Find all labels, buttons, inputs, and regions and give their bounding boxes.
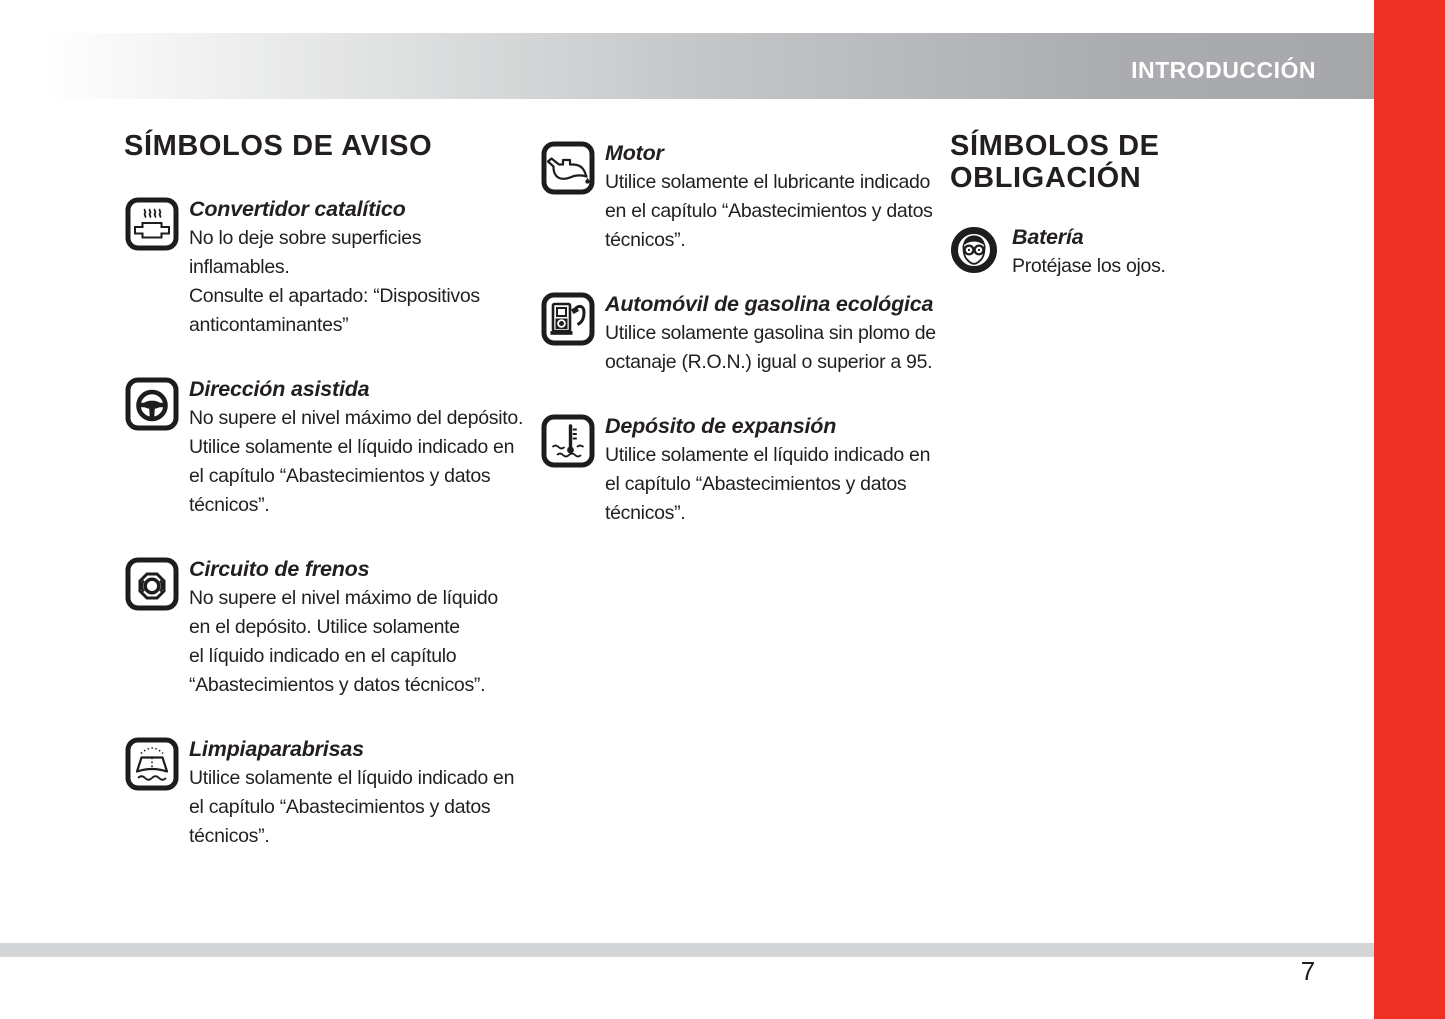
symbol-item-steering xyxy=(124,376,526,520)
symbol-text-line: el capítulo “Abastecimientos y datos xyxy=(189,796,491,818)
symbol-text-line: en el capítulo “Abastecimientos y datos xyxy=(605,200,933,222)
footer-band xyxy=(0,943,1374,957)
symbol-text-line: Protéjase los ojos. xyxy=(1012,255,1166,277)
symbol-text-line: Utilice solamente el líquido indicado en xyxy=(605,444,931,466)
expansion-tank-icon xyxy=(540,413,596,469)
symbol-text-block xyxy=(605,140,942,255)
engine-oil-icon xyxy=(540,140,596,196)
symbol-item-battery xyxy=(950,224,1320,281)
catalytic-converter-icon xyxy=(124,196,180,252)
heading-line-2: OBLIGACIÓN xyxy=(950,162,1142,194)
windscreen-washer-icon xyxy=(124,736,180,792)
symbol-text-line: anticontaminantes” xyxy=(189,314,349,336)
symbol-item-brakes xyxy=(124,556,526,700)
symbol-title: Circuito de frenos xyxy=(189,557,370,581)
symbol-text-block xyxy=(605,413,942,528)
symbol-title: Depósito de expansión xyxy=(605,414,837,438)
symbol-item-engine-oil xyxy=(540,140,942,255)
symbol-text-line: el capítulo “Abastecimientos y datos xyxy=(189,465,491,487)
symbol-item-fuel xyxy=(540,291,942,377)
fuel-pump-icon xyxy=(540,291,596,347)
symbol-text-line: Utilice solamente gasolina sin plomo de xyxy=(605,322,936,344)
symbol-text-block xyxy=(1012,224,1320,281)
symbol-title: Limpiaparabrisas xyxy=(189,737,364,761)
steering-wheel-icon xyxy=(124,376,180,432)
obligation-symbols-section xyxy=(950,130,1320,317)
symbol-text-line: No supere el nivel máximo de líquido xyxy=(189,587,498,609)
page-number: 7 xyxy=(1300,956,1316,986)
symbol-text-block xyxy=(189,196,526,340)
symbol-item-catalytic xyxy=(124,196,526,340)
symbol-text-line: octanaje (R.O.N.) igual o superior a 95. xyxy=(605,351,933,373)
symbol-item-expansion-tank xyxy=(540,413,942,528)
symbol-title: Convertidor catalítico xyxy=(189,197,406,221)
symbol-title: Motor xyxy=(605,141,664,165)
symbol-text-line: “Abastecimientos y datos técnicos”. xyxy=(189,674,486,696)
warning-symbols-section xyxy=(124,130,526,887)
symbol-text-line: Utilice solamente el líquido indicado en xyxy=(189,767,515,789)
symbol-text-block xyxy=(605,291,942,377)
symbol-text-block xyxy=(189,736,526,851)
symbol-text-line: No supere el nivel máximo del depósito. xyxy=(189,407,524,429)
warning-symbols-section-2 xyxy=(540,140,942,564)
symbol-text-block xyxy=(189,556,526,700)
heading-line-1: SÍMBOLOS DE xyxy=(950,130,1160,162)
symbol-item-washer xyxy=(124,736,526,851)
symbol-text-line: Consulte el apartado: “Dispositivos xyxy=(189,285,480,307)
chapter-header-band xyxy=(0,33,1374,99)
symbol-text-line: el líquido indicado en el capítulo xyxy=(189,645,457,667)
red-side-bar xyxy=(1374,0,1445,1019)
symbol-title: Batería xyxy=(1012,225,1084,249)
section-heading-obligacion xyxy=(950,130,1320,194)
symbol-text-line: Utilice solamente el líquido indicado en xyxy=(189,436,515,458)
symbol-title: Dirección asistida xyxy=(189,377,370,401)
brake-circuit-icon xyxy=(124,556,180,612)
symbol-text-line: No lo deje sobre superficies inflamables. xyxy=(189,227,422,278)
symbol-text-line: en el depósito. Utilice solamente xyxy=(189,616,460,638)
eye-protection-icon xyxy=(950,226,998,274)
symbol-text-line: técnicos”. xyxy=(189,494,270,516)
symbol-text-line: técnicos”. xyxy=(605,502,686,524)
symbol-text-block xyxy=(189,376,526,520)
symbol-text-line: Utilice solamente el lubricante indicado xyxy=(605,171,931,193)
symbol-text-line: técnicos”. xyxy=(189,825,270,847)
section-heading-aviso: SÍMBOLOS DE AVISO xyxy=(124,130,433,162)
symbol-text-line: el capítulo “Abastecimientos y datos xyxy=(605,473,907,495)
chapter-title: INTRODUCCIÓN xyxy=(1131,56,1316,83)
symbol-title: Automóvil de gasolina ecológica xyxy=(605,292,934,316)
symbol-text-line: técnicos”. xyxy=(605,229,686,251)
